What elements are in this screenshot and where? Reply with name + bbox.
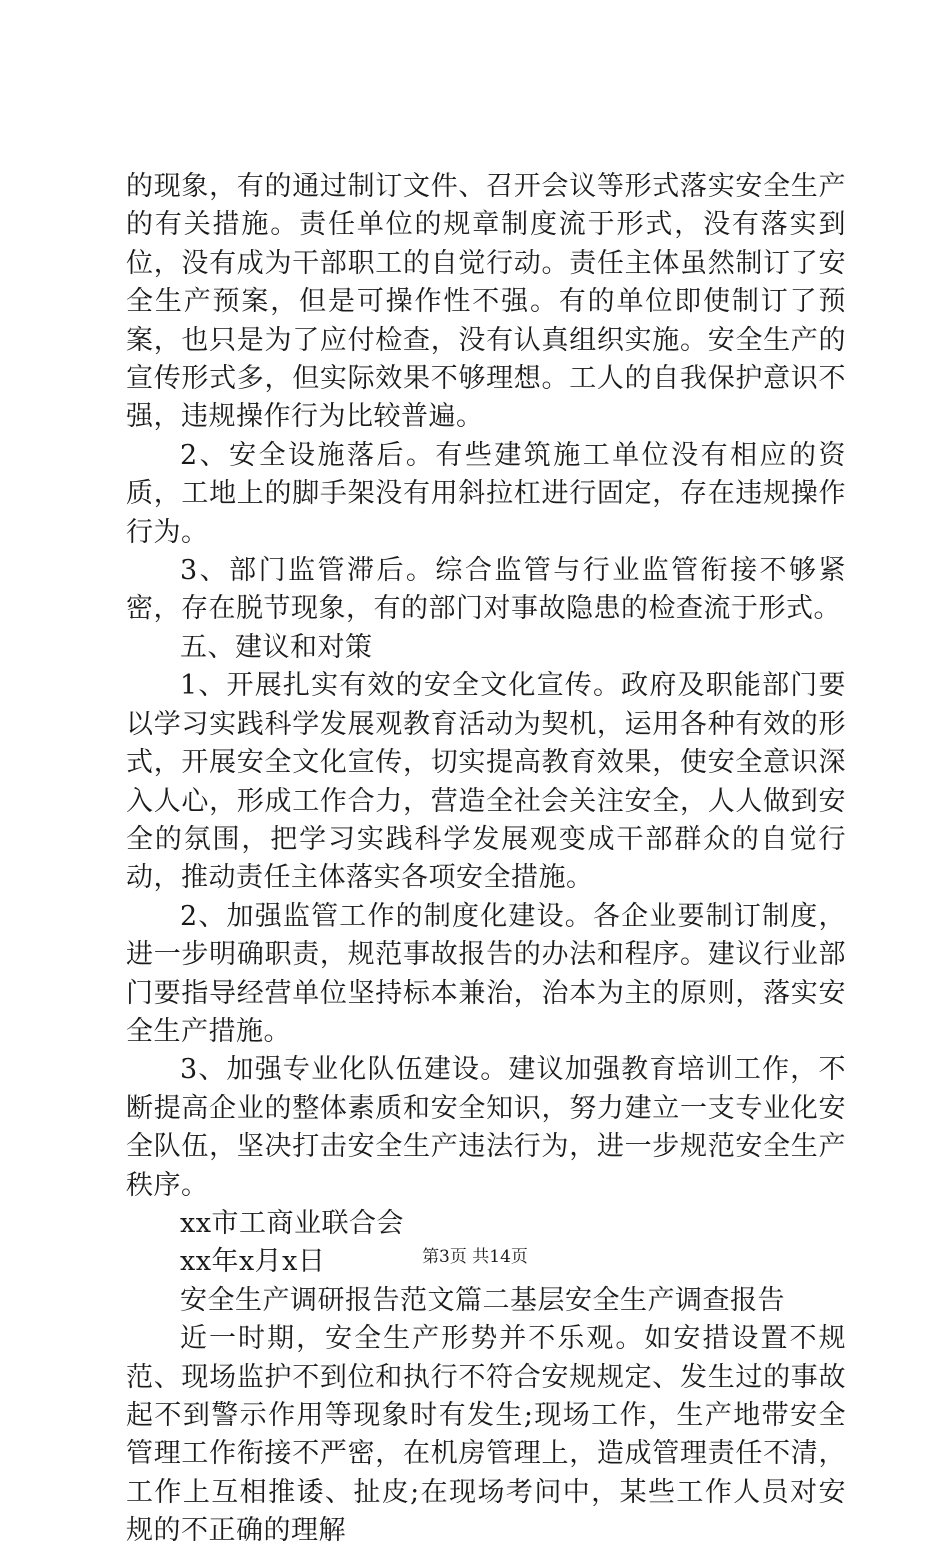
paragraph: 2、安全设施落后。有些建筑施工单位没有相应的资质，工地上的脚手架没有用斜拉杠进行固定，存在违规操作行为。	[126, 439, 846, 548]
paragraph: 3、加强专业化队伍建设。建议加强教育培训工作，不断提高企业的整体素质和安全知识，努力建立一支专业化安全队伍，坚决打击安全生产违法行为，进一步规范安全生产秩序。	[126, 1054, 846, 1201]
paragraph: 的现象，有的通过制订文件、召开会议等形式落实安全生产的有关措施。责任单位的规章制度流于形式，没有落实到位，没有成为干部职工的自觉行动。责任主体虽然制订了安全生产预案，但是可操作性不强。有的单位即使制订了预案，也只是为了应付检查，没有认真组织实施。安全生产的宣传形式多，但实际效果不够理想。工人的自我保护意识不强，违规操作行为比较普遍。	[126, 171, 846, 433]
page-number-footer: 第3页 共14页	[422, 1247, 528, 1267]
signature-organization: xx市工商业联合会	[180, 1207, 404, 1239]
paragraph: 1、开展扎实有效的安全文化宣传。政府及职能部门要以学习实践科学发展观教育活动为契机，运用各种有效的形式，开展安全文化宣传，切实提高教育效果，使安全意识深入人心，形成工作合力，营造全社会关注安全，人人做到安全的氛围，把学习实践科学发展观变成干部群众的自觉行动，推动责任主体落实各项安全措施。	[126, 670, 846, 894]
paragraph: 3、部门监管滞后。综合监管与行业监管衔接不够紧密，存在脱节现象，有的部门对事故隐患的检查流于形式。	[126, 555, 846, 625]
section-heading: 五、建议和对策	[180, 631, 373, 663]
article-title: 安全生产调研报告范文篇二基层安全生产调查报告	[180, 1284, 785, 1316]
signature-date: xx年x月x日	[180, 1246, 326, 1278]
paragraph: 近一时期，安全生产形势并不乐观。如安措设置不规范、现场监护不到位和执行不符合安规规定、发生过的事故起不到警示作用等现象时有发生;现场工作，生产地带安全管理工作衔接不严密，在机房管理上，造成管理责任不清，工作上互相推诿、扯皮;在现场考问中，某些工作人员对安规的不正确的理解	[126, 1323, 846, 1547]
paragraph: 2、加强监管工作的制度化建设。各企业要制订制度，进一步明确职责，规范事故报告的办法和程序。建议行业部门要指导经营单位坚持标本兼治，治本为主的原则，落实安全生产措施。	[126, 900, 846, 1047]
document-body	[126, 168, 846, 1551]
